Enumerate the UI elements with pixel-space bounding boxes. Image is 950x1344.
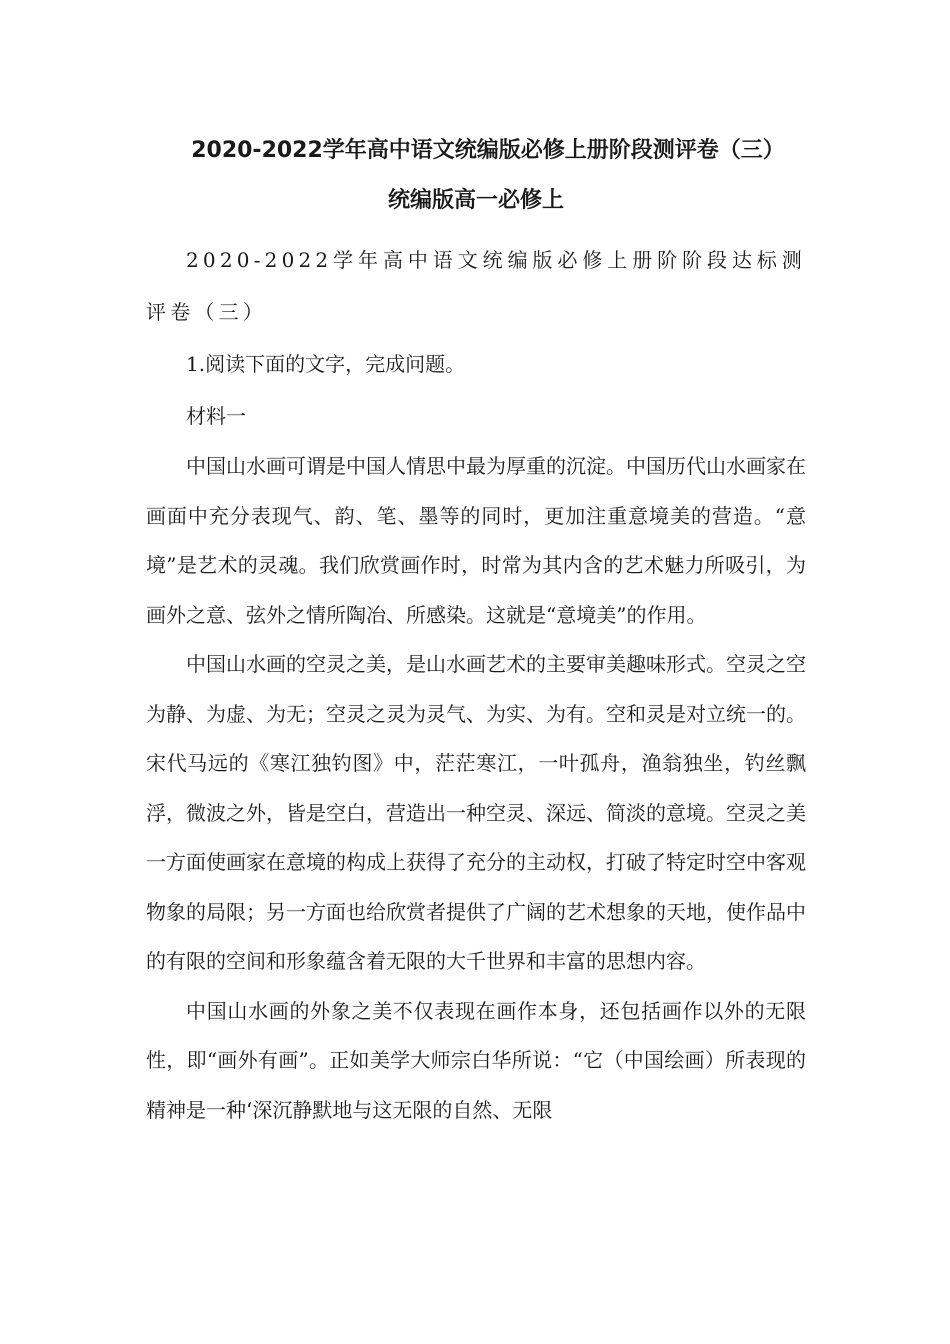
document-title: 2020-2022学年高中语文统编版必修上册阶段测评卷（三） (191, 138, 785, 163)
paragraph: 中国山水画可谓是中国人情思中最为厚重的沉淀。中国历代山水画家在画面中充分表现气、韵、笔、墨等的同时，更加注重意境美的营造。“意境”是艺术的灵魂。我们欣赏画作时，时常为其内含的艺术魅力所吸引，为画外之意、弦外之情所陶冶、所感染。这就是“意境美”的作用。 (146, 454, 806, 627)
document-subtitle: 统编版高一必修上 (387, 188, 564, 213)
paragraph: 中国山水画的空灵之美，是山水画艺术的主要审美趣味形式。空灵之空为静、为虚、为无；空灵之灵为灵气、为实、为有。空和灵是对立统一的。宋代马远的《寒江独钓图》中，茫茫寒江，一叶孤舟，渔翁独坐，钓丝飘浮，微波之外，皆是空白，营造出一种空灵、深远、简淡的意境。空灵之美一方面使画家在意境的构成上获得了充分的主动权，打破了特定时空中客观物象的局限；另一方面也给欣赏者提供了广阔的艺术想象的天地，使作品中的有限的空间和形象蕴含着无限的大千世界和丰富的思想内容。 (146, 652, 806, 973)
document-body (146, 234, 806, 1135)
question-prompt: 1.阅读下面的文字，完成问题。 (186, 352, 466, 376)
material-label: 材料一 (186, 404, 246, 428)
exam-heading: 2020-2022学年高中语文统编版必修上册阶阶段达标测评卷（三） (146, 248, 806, 324)
paragraph: 中国山水画的外象之美不仅表现在画作本身，还包括画作以外的无限性，即“画外有画”。正如美学大师宗白华所说：“它（中国绘画）所表现的精神是一种‘深沉静默地与这无限的自然、无限 (146, 998, 806, 1122)
